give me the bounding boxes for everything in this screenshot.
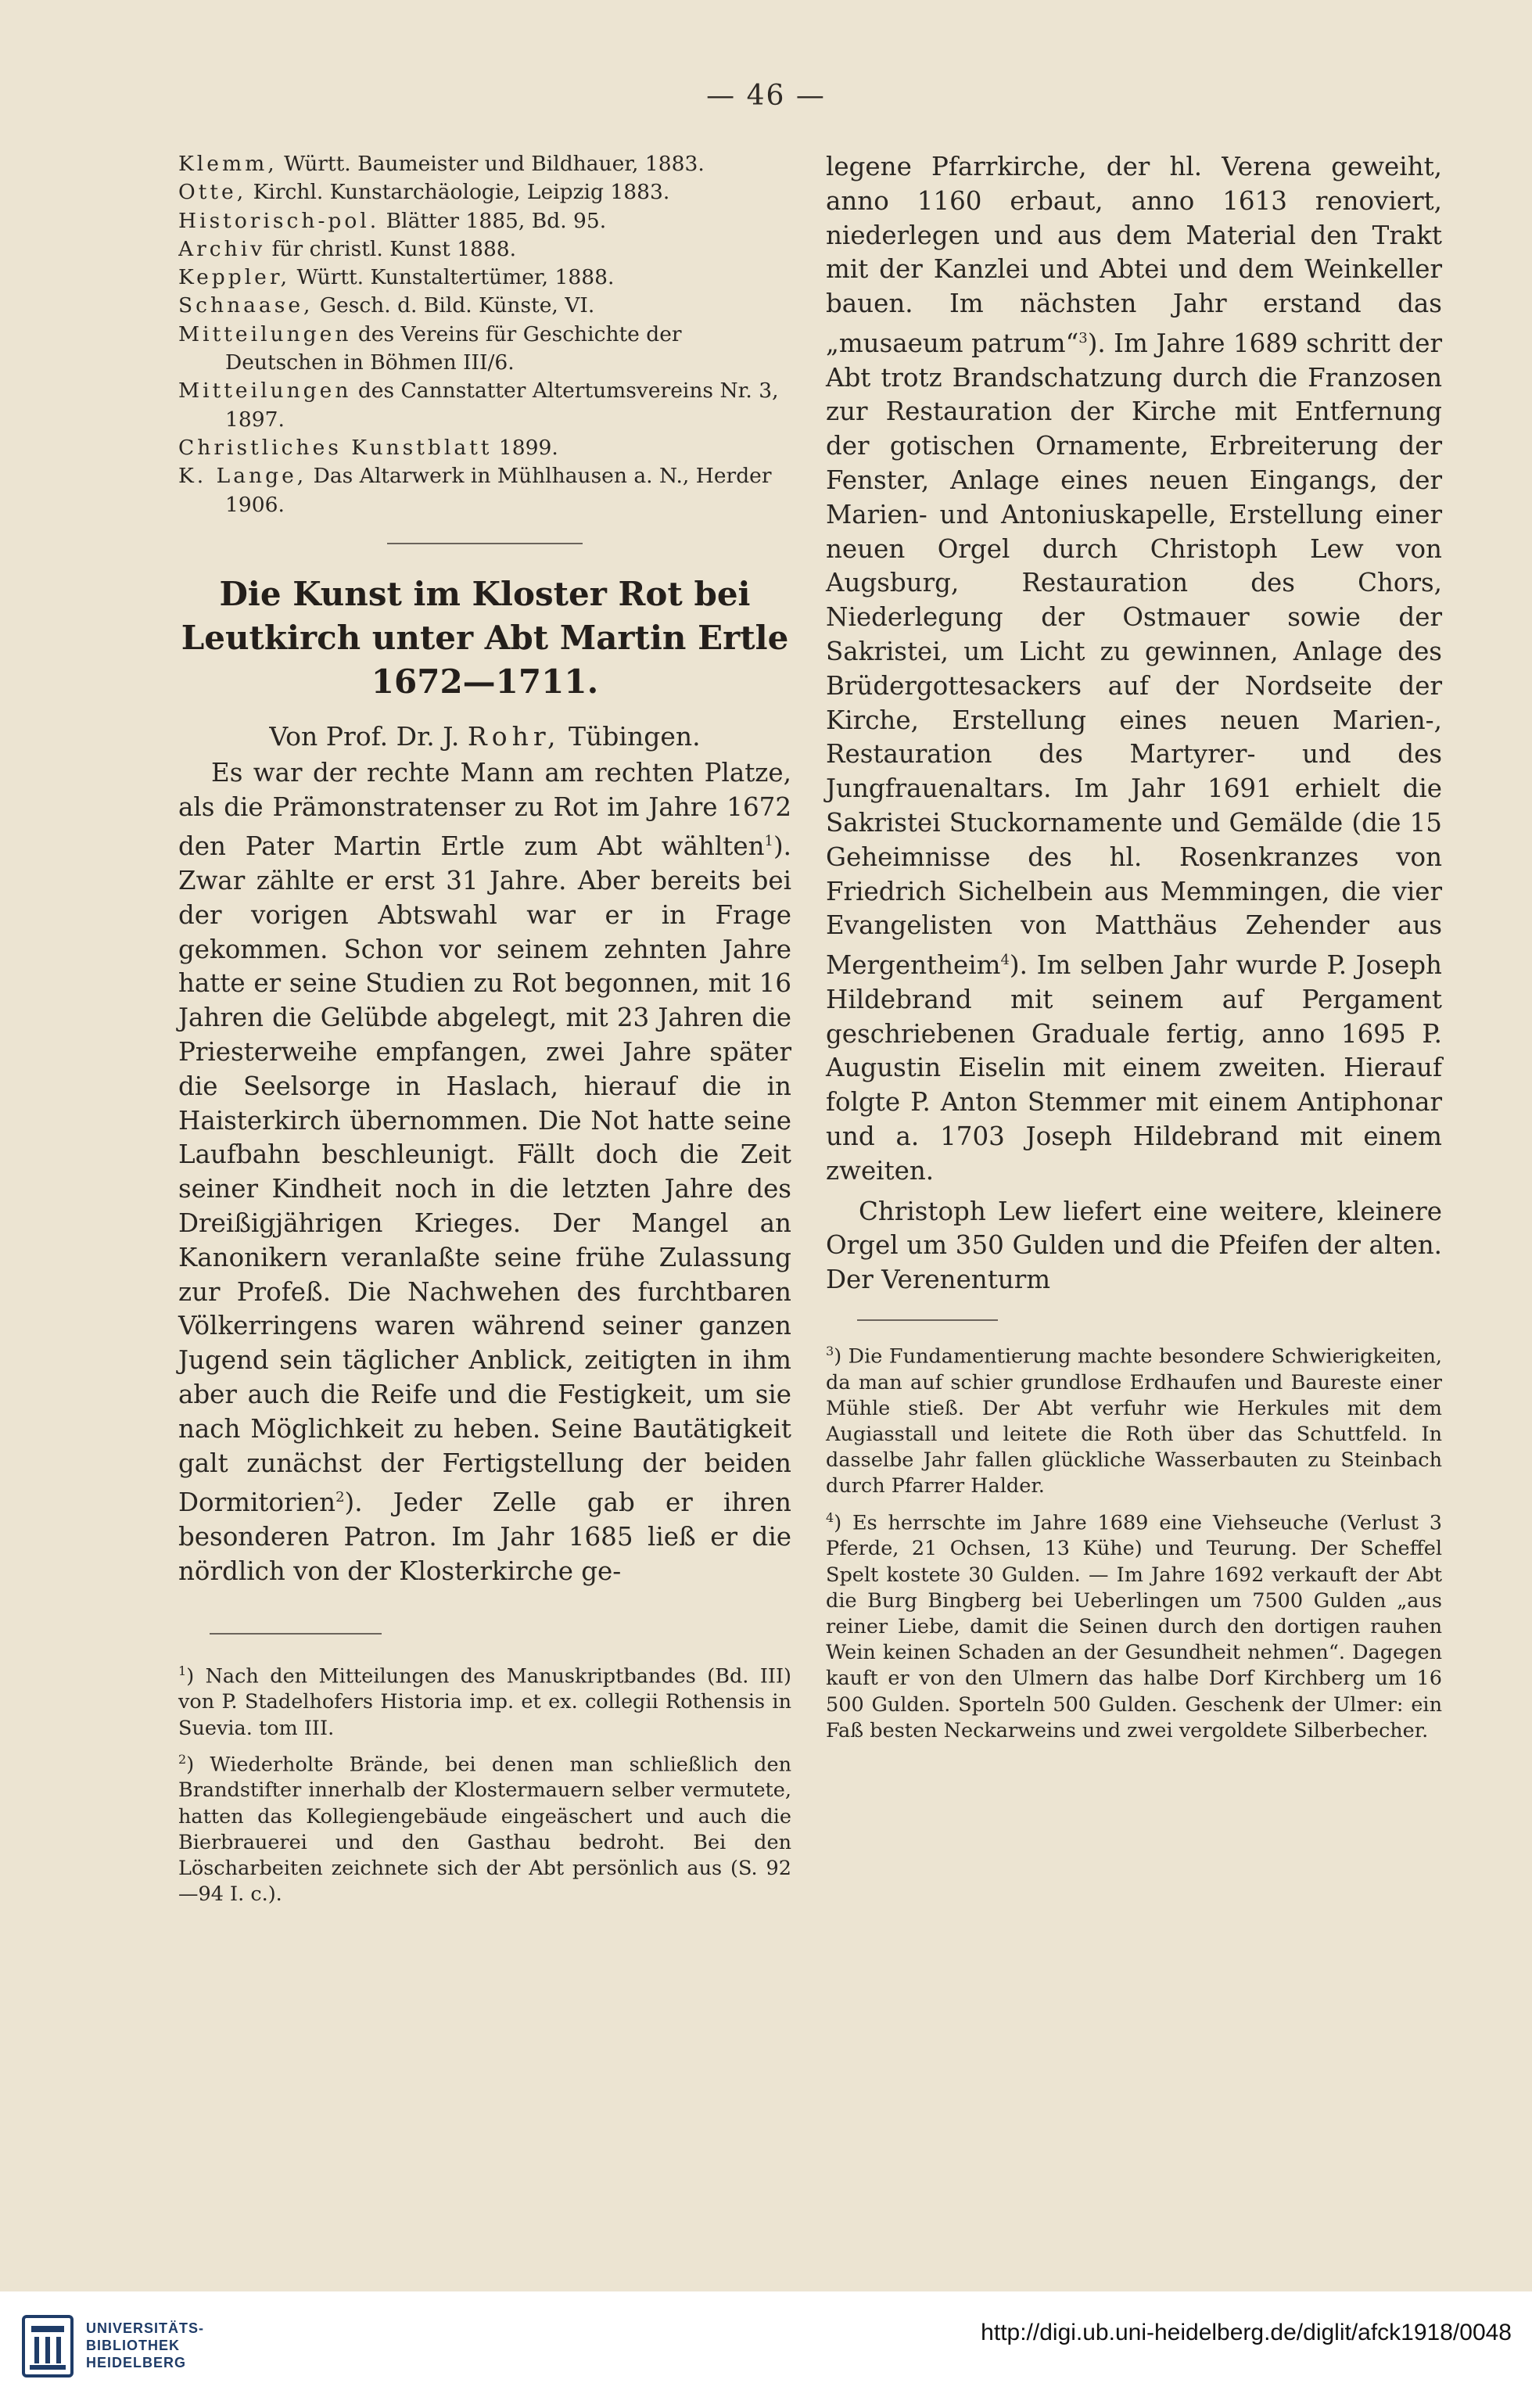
bibliography-entry: Mitteilungen des Vereins für Geschichte der Deutschen in Böhmen III/6.	[178, 321, 682, 375]
section-divider	[387, 543, 583, 544]
digitization-footer	[0, 2291, 1532, 2408]
article-paragraph: legene Pfarrkirche, der hl. Verena geweiht, anno 1160 erbaut, anno 1613 renoviert, niederlegen und aus dem Material den Trakt mit der Kanzlei und Abtei und dem Weinkeller bauen. Im nächsten Jahr erstand das „musaeum patrum“$^3$). Im Jahre 1689 schritt der Abt trotz Brandschatzung durch die Franzosen zur Restauration der Kirche mit Entfernung der gotischen Ornamente, Erbreiterung der Fenster, Anlage eines neuen Eingangs, der Marien- und Antoniuskapelle, Erstellung einer neuen Orgel durch Christoph Lew von Augsburg, Restauration des Chors, Niederlegung der Ostmauer sowie der Sakristei, um Licht zu gewinnen, Anlage des Brüdergottesackers auf der Nordseite der Kirche, Erstellung eines neuen Marien-, Restauration des Martyrer- und des Jungfrauenaltars. Im Jahr 1691 erhielt die Sakristei Stuckornamente und Gemälde (die 15 Geheimnisse des hl. Rosenkranzes von Friedrich Sichelbein aus Memmingen, die vier Evangelisten von Matthäus Zehender aus Mergentheim$^4$). Im selben Jahr wurde P. Joseph Hildebrand mit seinem auf Pergament geschriebenen Graduale fertig, anno 1695 P. Augustin Eiselin mit einem zweiten. Hierauf folgte P. Anton Stemmer mit einem Antiphonar und a. 1703 Joseph Hildebrand mit einem zweiten.	[826, 152, 1442, 1186]
article-paragraph: Es war der rechte Mann am rechten Platze, als die Prämonstratenser zu Rot im Jahre 1672 den Pater Martin Ertle zum Abt wählten$^1$). Zwar zählte er erst 31 Jahre. Aber bereits bei der vorigen Abtswahl war er in Frage gekommen. Schon vor seinem zehnten Jahre hatte er seine Studien zu Rot begonnen, mit 16 Jahren die Gelübde abgelegt, mit 23 Jahren die Priesterweihe empfangen, zwei Jahre später die Seelsorge in Haslach, hierauf die in Haisterkirch übernommen. Die Not hatte seine Laufbahn beschleunigt. Fällt doch die Zeit seiner Kindheit noch in die letzten Jahre des Dreißigjährigen Krieges. Der Mangel an Kanonikern veranlaßte seine frühe Zulassung zur Profeß. Die Nachwehen des furchtbaren Völkerringens waren während seiner ganzen Jugend sein täglicher Anblick, zeitigten in ihm aber auch die Reife und die Festigkeit, um sie nach Möglichkeit zu heben. Seine Bautätigkeit galt zunächst der Fertigstellung der beiden Dormitorien$^2$). Jeder Zelle gab er ihren besonderen Patron. Im Jahr 1685 ließ er die nördlich von der Klosterkirche ge-	[178, 757, 791, 1586]
bibliography-entry: Otte, Kirchl. Kunstarchäologie, Leipzig 1883.	[178, 180, 670, 205]
bibliography-entry: Keppler, Württ. Kunstaltertümer, 1888.	[178, 265, 615, 290]
footnote-ref: 3	[1078, 329, 1088, 346]
article-byline: Von Prof. Dr. J. Rohr, Tübingen.	[269, 720, 701, 752]
footnote: $^1$) Nach den Mitteilungen des Manuskriptbandes (Bd. III) von P. Stadelhofers Historia imp. et ex. collegii Rothensis in Suevia. tom III.	[178, 1663, 791, 1740]
footnote-ref: 4	[1000, 952, 1010, 969]
library-name: UNIVERSITÄTS- BIBLIOTHEK HEIDELBERG	[86, 2320, 205, 2370]
bibliography-entry: Christliches Kunstblatt 1899.	[178, 435, 558, 460]
library-logo[interactable]	[22, 2313, 350, 2392]
bibliography-entry: Historisch-pol. Blätter 1885, Bd. 95.	[178, 208, 607, 233]
footnote: $^4$) Es herrschte im Jahre 1689 eine Viehseuche (Verlust 3 Pferde, 21 Ochsen, 13 Kühe) und Teurung. Der Scheffel Spelt kostete 30 Gulden. — Im Jahre 1692 verkauft der Abt die Burg Bingberg bei Ueberlingen um 7500 Gulden „aus reiner Liebe, damit die Seinen durch den dortigen rauhen Wein keinen Schaden an der Gesundheit nehmen“. Dagegen kauft er von den Ulmern das halbe Dorf Kirchberg um 16 500 Gulden. Sporteln 500 Gulden. Geschenk der Ulmer: ein Faß besten Neckarweins und zwei vergoldete Silberbecher.	[826, 1509, 1442, 1742]
footnote-ref: 1	[764, 833, 773, 850]
bibliography-list	[178, 150, 791, 519]
footnote-divider	[857, 1319, 998, 1321]
left-column	[178, 150, 791, 1907]
bibliography-entry: Mitteilungen des Cannstatter Altertumsvereins Nr. 3, 1897.	[178, 379, 779, 432]
footnote: $^2$) Wiederholte Brände, bei denen man schließlich den Brandstifter innerhalb der Klostermauern selber vermutete, hatten das Kollegiengebäude eingeäschert und auch die Bierbrauerei und den Gasthau bedroht. Bei den Löscharbeiten zeichnete sich der Abt persönlich aus (S. 92—94 I. c.).	[178, 1751, 791, 1907]
library-seal-icon	[22, 2315, 74, 2377]
bibliography-entry: K. Lange, Das Altarwerk in Mühlhausen a. N., Herder 1906.	[178, 464, 772, 517]
article-paragraph: Christoph Lew liefert eine weitere, kleinere Orgel um 350 Gulden und die Pfeifen der alten. Der Verenenturm	[826, 1196, 1442, 1295]
footnote: $^3$) Die Fundamentierung machte besondere Schwierigkeiten, da man auf schier grundlose Erdhaufen und Baureste einer Mühle stieß. Der Abt verfuhr wie Herkules mit dem Augiasstall und leitete die Roth über das Schuttfeld. In dasselbe Jahr fallen glückliche Wasserbauten zu Steinbach durch Pfarrer Halder.	[826, 1343, 1442, 1498]
right-column	[826, 150, 1442, 1744]
bibliography-entry: Archiv für christl. Kunst 1888.	[178, 236, 517, 261]
page-number: — 46 —	[706, 80, 826, 112]
bibliography-entry: Klemm, Württ. Baumeister und Bildhauer, 1883.	[178, 152, 705, 176]
footnote-divider	[210, 1633, 382, 1635]
bibliography-entry: Schnaase, Gesch. d. Bild. Künste, VI.	[178, 293, 595, 318]
source-url-link[interactable]: http://digi.ub.uni-heidelberg.de/diglit/afck1918/0048	[981, 2320, 1512, 2345]
footnote-ref: 2	[335, 1489, 345, 1506]
article-title: Die Kunst im Kloster Rot bei Leutkirch unter Abt Martin Ertle 1672—1711.	[181, 574, 789, 701]
